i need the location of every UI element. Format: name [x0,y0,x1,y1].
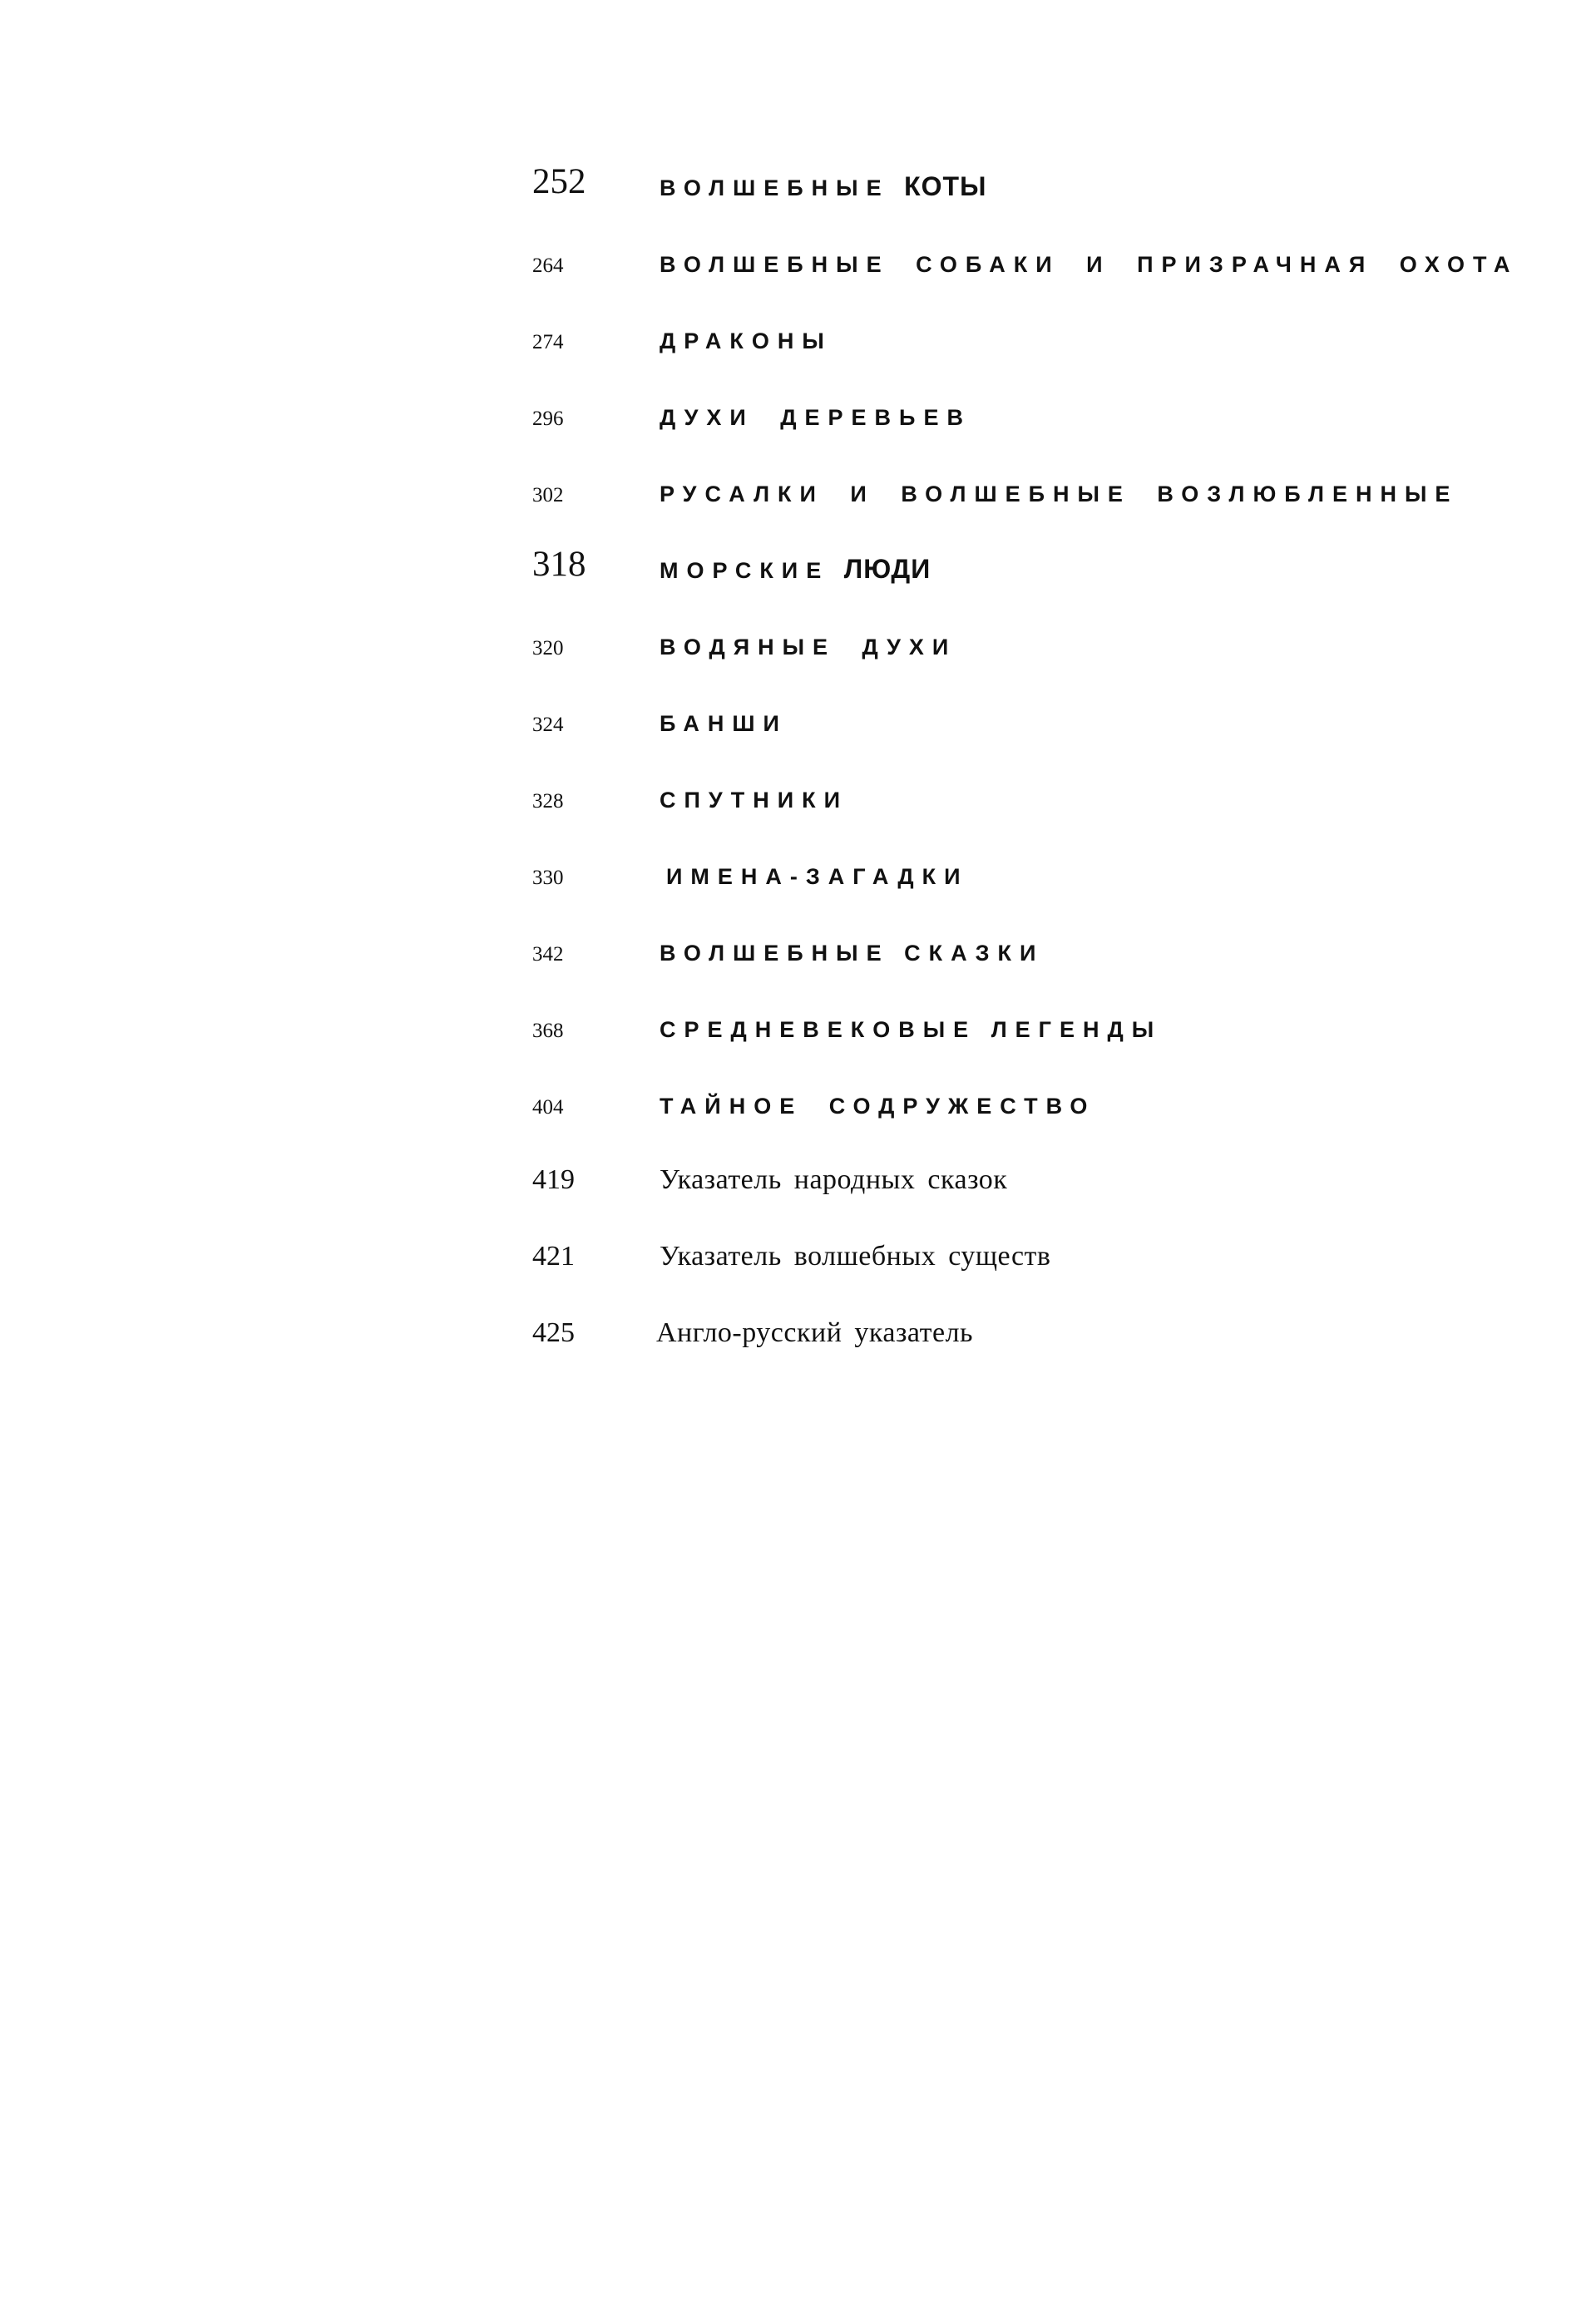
entry-title: Указатель волшебных существ [660,1241,1051,1272]
entry-title [660,173,986,200]
entry-title-text: ВОЛШЕБНЫЕ [660,175,890,200]
toc-entry-dragons[interactable] [0,313,1596,363]
toc-entry-companions[interactable] [0,772,1596,822]
toc-entry-secret-commonwealth[interactable] [0,1078,1596,1128]
toc-entry-name-riddles[interactable] [0,848,1596,898]
toc-entry-magic-cats[interactable] [0,160,1596,210]
toc-entry-index-folk-tales[interactable] [0,1154,1596,1204]
entry-title: ИМЕНА-ЗАГАДКИ [666,864,969,889]
toc-entry-fairy-tales[interactable] [0,925,1596,975]
entry-title: Указатель народных сказок [660,1164,1008,1195]
page-number: 320 [532,637,564,659]
entry-title: РУСАЛКИ И ВОЛШЕБНЫЕ ВОЗЛЮБЛЕННЫЕ [660,482,1459,506]
toc-entry-water-spirits[interactable] [0,619,1596,669]
entry-title-emphasis: КОТЫ [904,171,987,201]
toc-entry-tree-spirits[interactable] [0,389,1596,439]
entry-title: СРЕДНЕВЕКОВЫЕ ЛЕГЕНДЫ [660,1017,1163,1042]
toc-entry-sea-people[interactable] [0,542,1596,592]
page-number: 342 [532,943,564,966]
page-number: 328 [532,790,564,813]
page-number: 324 [532,714,564,736]
entry-title-text: МОРСКИЕ [660,558,830,583]
toc-entry-magic-dogs[interactable] [0,236,1596,286]
entry-title: Англо-русский указатель [656,1317,974,1348]
entry-title: ВОЛШЕБНЫЕ СКАЗКИ [660,941,1045,966]
entry-title: ДУХИ ДЕРЕВЬЕВ [660,405,971,430]
page-number: 274 [532,331,564,353]
page-number: 421 [532,1241,575,1272]
page-number: 419 [532,1164,575,1195]
page-number: 404 [532,1096,564,1119]
entry-title: ВОЛШЕБНЫЕ СОБАКИ И ПРИЗРАЧНАЯ ОХОТА [660,252,1519,277]
page-number: 330 [532,867,564,889]
page-number: 252 [532,162,586,201]
page-number: 368 [532,1020,564,1042]
page-number: 302 [532,484,564,506]
page-number: 318 [532,545,586,584]
page-number: 425 [532,1317,575,1348]
entry-title: ВОДЯНЫЕ ДУХИ [660,635,957,659]
entry-title-emphasis: ЛЮДИ [843,554,931,584]
entry-title: СПУТНИКИ [660,788,848,813]
entry-title [660,556,931,582]
page-number: 296 [532,408,564,430]
entry-title: БАНШИ [660,711,788,736]
toc-entry-banshee[interactable] [0,695,1596,745]
entry-title: ТАЙНОЕ СОДРУЖЕСТВО [660,1094,1096,1119]
entry-title: ДРАКОНЫ [660,329,833,353]
page-number: 264 [532,254,564,277]
toc-entry-index-creatures[interactable] [0,1231,1596,1281]
toc-entry-medieval-legends[interactable] [0,1001,1596,1051]
toc-entry-mermaids[interactable] [0,466,1596,516]
toc-entry-index-anglo-russian[interactable] [0,1307,1596,1357]
